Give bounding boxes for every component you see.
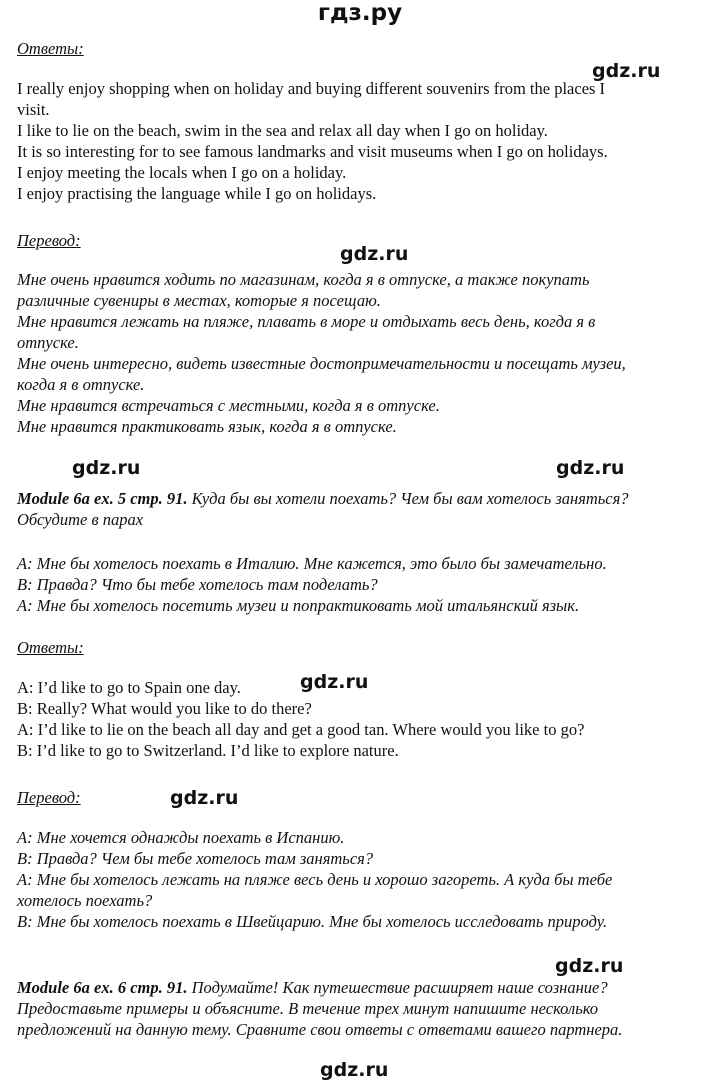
watermark: gdz.ru <box>320 1059 389 1081</box>
dialog-line: B: I’d like to go to Switzerland. I’d like to explore nature. <box>17 741 399 760</box>
text-line: Предоставьте примеры и объясните. В течение трех минут напишите несколько <box>17 999 599 1018</box>
dialog-line: A: I’d like to lie on the beach all day and get a good tan. Where would you like to go? <box>17 720 585 739</box>
answers-section-2 <box>17 637 712 761</box>
translation-section-2 <box>17 787 712 932</box>
text-line: Мне нравится встречаться с местными, когда я в отпуске. <box>17 396 440 415</box>
translation-heading: Перевод: <box>17 231 81 250</box>
dialog-line: хотелось поехать? <box>17 891 153 910</box>
text-line: I like to lie on the beach, swim in the sea and relax all day when I go on holiday. <box>17 121 548 140</box>
watermark: gdz.ru <box>170 787 239 809</box>
watermark: gdz.ru <box>592 60 661 82</box>
watermark: gdz.ru <box>340 243 409 265</box>
exercise-6-question: Подумайте! Как путешествие расширяет наше сознание? <box>187 978 608 997</box>
text-line: It is so interesting for to see famous landmarks and visit museums when I go on holidays. <box>17 142 608 161</box>
dialog-line: A: Мне хочется однажды поехать в Испанию. <box>17 828 345 847</box>
translation-heading: Перевод: <box>17 788 81 807</box>
text-line: когда я в отпуске. <box>17 375 145 394</box>
watermark: gdz.ru <box>556 457 625 479</box>
text-line: различные сувениры в местах, которые я посещаю. <box>17 291 381 310</box>
dialog-russian-1 <box>17 553 712 616</box>
text-line: отпуске. <box>17 333 79 352</box>
exercise-5-question: Куда бы вы хотели поехать? Чем бы вам хотелось заняться? <box>187 489 629 508</box>
answers-heading: Ответы: <box>17 638 84 657</box>
text-line: visit. <box>17 100 50 119</box>
dialog-line: B: Правда? Что бы тебе хотелось там поделать? <box>17 575 378 594</box>
text-line: Мне очень интересно, видеть известные достопримечательности и посещать музеи, <box>17 354 626 373</box>
text-line: I really enjoy shopping when on holiday and buying different souvenirs from the places I <box>17 79 606 98</box>
text-line: Обсудите в парах <box>17 510 144 529</box>
watermark: gdz.ru <box>555 955 624 977</box>
dialog-line: A: Мне бы хотелось лежать на пляже весь день и хорошо загореть. А куда бы тебе <box>17 870 613 889</box>
exercise-5-number: Module 6a ex. 5 стр. 91. <box>17 489 188 508</box>
exercise-6-task <box>17 977 712 1040</box>
answers-heading: Ответы: <box>17 39 84 58</box>
dialog-line: A: Мне бы хотелось поехать в Италию. Мне кажется, это было бы замечательно. <box>17 554 607 573</box>
text-line: I enjoy meeting the locals when I go on a holiday. <box>17 163 347 182</box>
dialog-line: B: Мне бы хотелось поехать в Швейцарию. Мне бы хотелось исследовать природу. <box>17 912 608 931</box>
watermark: gdz.ru <box>300 671 369 693</box>
site-title: гдз.ру <box>317 0 403 26</box>
text-line: Мне нравится лежать на пляже, плавать в море и отдыхать весь день, когда я в <box>17 312 596 331</box>
watermark: gdz.ru <box>72 457 141 479</box>
exercise-5-task <box>17 488 712 530</box>
dialog-line: B: Правда? Чем бы тебе хотелось там заняться? <box>17 849 374 868</box>
dialog-line: A: I’d like to go to Spain one day. <box>17 678 241 697</box>
dialog-line: B: Really? What would you like to do there? <box>17 699 312 718</box>
text-line: Мне очень нравится ходить по магазинам, когда я в отпуске, а также покупать <box>17 270 590 289</box>
text-line: I enjoy practising the language while I go on holidays. <box>17 184 377 203</box>
exercise-6-number: Module 6a ex. 6 стр. 91. <box>17 978 188 997</box>
text-line: Мне нравится практиковать язык, когда я в отпуске. <box>17 417 397 436</box>
text-line: предложений на данную тему. Сравните свои ответы с ответами вашего партнера. <box>17 1020 623 1039</box>
dialog-line: A: Мне бы хотелось посетить музеи и попрактиковать мой итальянский язык. <box>17 596 580 615</box>
